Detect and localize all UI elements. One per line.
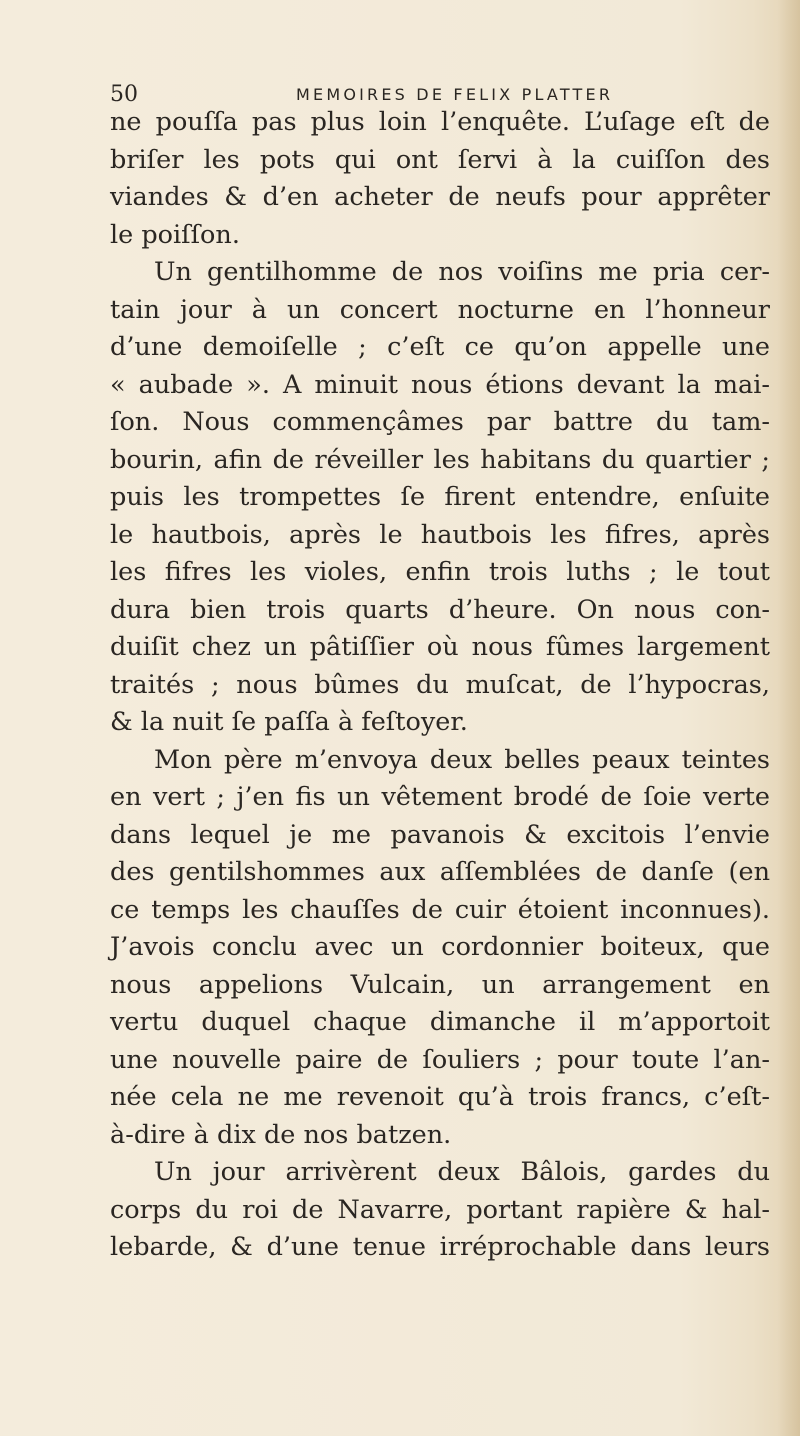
text-line: J’avois conclu avec un cordonnier boiteux, que xyxy=(110,932,770,962)
text-line: tain jour à un concert nocturne en l’honneur xyxy=(110,294,770,325)
text-line: bourin, afin de réveiller les habitans du quartier ; xyxy=(110,444,770,475)
text-line: ce temps les chauſſes de cuir étoient inconnues). xyxy=(110,894,770,925)
text-line: à-dire à dix de nos batzen. xyxy=(110,1119,452,1150)
text-line: puis les trompettes ſe firent entendre, enſuite xyxy=(110,482,770,512)
paragraph-start-line: Un gentilhomme de nos voiſins me pria cer- xyxy=(154,257,770,287)
text-line: les fifres les violes, enfin trois luths ; le tout xyxy=(110,557,770,587)
text-line: d’une demoiſelle ; c’eſt ce qu’on appelle une xyxy=(110,332,770,362)
text-line: & la nuit ſe paſſa à feſtoyer. xyxy=(110,707,468,737)
paragraph-start-line: Un jour arrivèrent deux Bâlois, gardes du xyxy=(154,1157,770,1187)
text-line: le poiſſon. xyxy=(110,219,240,250)
text-line: le hautbois, après le hautbois les fifres, après xyxy=(110,519,770,550)
text-line: née cela ne me revenoit qu’à trois francs, c’eſt- xyxy=(110,1082,770,1112)
page-number: 50 xyxy=(110,82,138,107)
text-line: dura bien trois quarts d’heure. On nous con- xyxy=(110,594,770,625)
text-line: des gentilshommes aux aſſemblées de danſe (en xyxy=(110,857,770,887)
text-line: nous appelions Vulcain, un arrangement en xyxy=(110,969,770,1000)
text-line: dans lequel je me pavanois & excitois l’envie xyxy=(110,819,770,850)
text-line: viandes & d’en acheter de neufs pour apprêter xyxy=(110,182,770,212)
running-title: MEMOIRES DE FELIX PLATTER xyxy=(296,85,614,104)
text-line: ne pouſſa pas plus loin l’enquête. L’uſage eſt de xyxy=(110,107,770,137)
text-line: en vert ; j’en fis un vêtement brodé de ſoie verte xyxy=(110,782,770,812)
text-line: briſer les pots qui ont ſervi à la cuiſſon des xyxy=(110,144,770,175)
body-text xyxy=(110,104,770,1267)
text-line: vertu duquel chaque dimanche il m’apportoit xyxy=(110,1007,770,1037)
text-line: corps du roi de Navarre, portant rapière & hal- xyxy=(110,1194,770,1225)
paragraph-start-line: Mon père m’envoya deux belles peaux teintes xyxy=(154,744,770,775)
text-line: ſon. Nous commençâmes par battre du tam- xyxy=(110,407,770,437)
page-edge-shadow xyxy=(778,0,800,1436)
text-line: une nouvelle paire de ſouliers ; pour toute l’an- xyxy=(110,1044,770,1075)
text-line: duiſit chez un pâtiſſier où nous fûmes largement xyxy=(110,632,770,662)
text-line: traités ; nous bûmes du muſcat, de l’hypocras, xyxy=(110,669,770,700)
text-line: « aubade ». A minuit nous étions devant la mai- xyxy=(110,369,770,400)
text-line: lebarde, & d’une tenue irréprochable dans leurs xyxy=(110,1232,770,1262)
